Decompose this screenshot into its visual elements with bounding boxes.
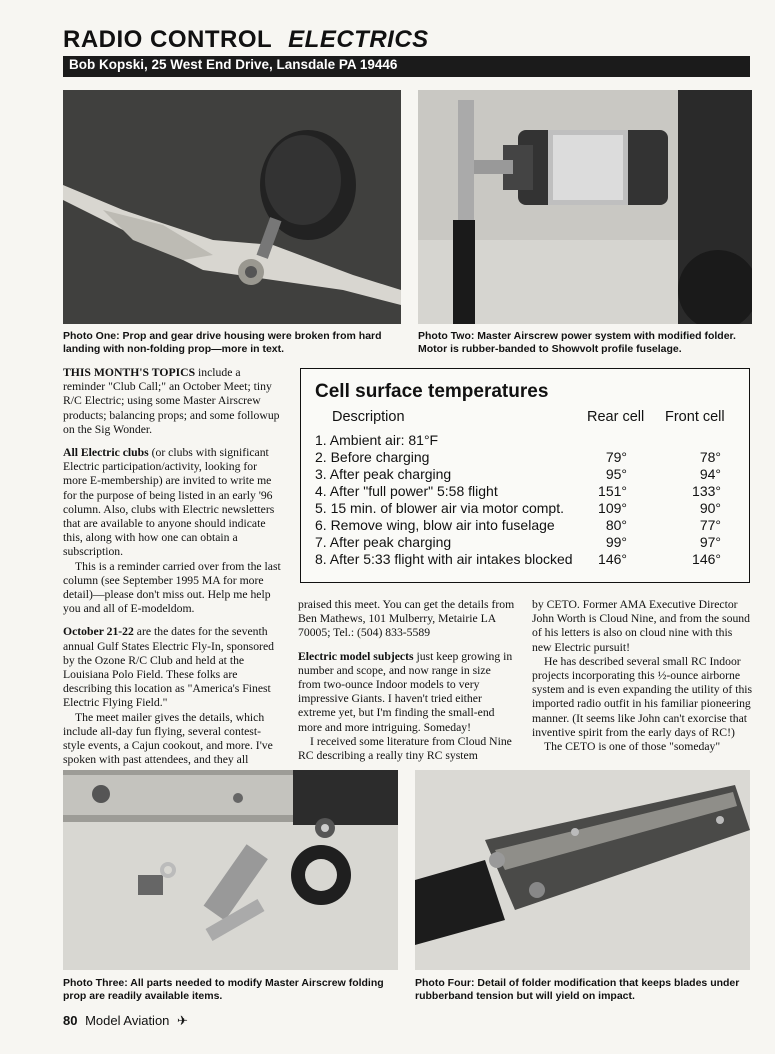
photo-four-caption: Photo Four: Detail of folder modification that keeps blades under rubberband tension but will yield on impact.: [415, 977, 740, 1002]
byline-bar: [63, 56, 750, 77]
photo-three-caption: Photo Three: All parts needed to modify Master Airscrew folding prop are readily available items.: [63, 977, 384, 1002]
paragraph: praised this meet. You can get the details from Ben Mathews, 101 Mulberry, Metairie LA 70005; Tel.: (504) 833-5589: [298, 598, 515, 640]
byline: Bob Kopski, 25 West End Drive, Lansdale PA 19446: [69, 57, 398, 72]
temperature-table: [300, 368, 750, 583]
paragraph: The meet mailer gives the details, which include all-day fun flying, several contest-style events, a Cajun cookout, and more. I've spoken with past attendees, and they all: [63, 710, 273, 767]
paragraph: I received some literature from Cloud Nine RC describing a really tiny RC system: [298, 734, 512, 763]
table-row: 5. 15 min. of blower air via motor compt. 109° 90°: [315, 500, 721, 516]
photo-four: [415, 770, 750, 970]
table-row: 7. After peak charging 99° 97°: [315, 534, 721, 550]
paragraph: THIS MONTH'S TOPICS include a reminder "Club Call;" an October Meet; tiny R/C Electric; using some Master Airscrew products; balancing props; and some followup on the Sig Wonder.: [63, 366, 280, 436]
col-rear-cell: Rear cell: [587, 409, 645, 425]
page-number: 80: [63, 1013, 78, 1028]
photo-three: [63, 770, 398, 970]
page-footer: [63, 1013, 188, 1029]
table-row: 6. Remove wing, blow air into fuselage 80° 77°: [315, 517, 721, 533]
paragraph: All Electric clubs (or clubs with significant Electric participation/activity, looking for more E-membership) are invited to write me for the purpose of being listed in an early '96 column. Also, clubs with Electric newsletters that are available to anyone should indicate this, along with how one can obtain a subscription.: [63, 446, 275, 559]
paragraph: He has described several small RC Indoor projects incorporating this ½-ounce airborne system and is even expanding the utility of this imported radio outfit in his familiar pioneering manner. (It seems like John can't exorcise that inventive spirit from the early days of RC!): [532, 654, 753, 739]
paragraph: October 21-22 are the dates for the seventh annual Gulf States Electric Fly-In, sponsored by the Ozone R/C Club and held at the Louisiana Polo Field. These folks are describing this location as "America's Finest Electric Flying Field.": [63, 625, 274, 710]
table-row: 3. After peak charging 95° 94°: [315, 466, 721, 482]
column-two: [298, 598, 516, 763]
paragraph: The CETO is one of those "someday": [544, 740, 721, 754]
airplane-icon: ✈: [177, 1013, 188, 1028]
table-row: 2. Before charging 79° 78°: [315, 449, 721, 465]
title-main: RADIO CONTROL: [63, 26, 273, 53]
paragraph: Electric model subjects just keep growing in number and scope, and now range in size from two-ounce Indoor models to very impressive Giants. I haven't tried either extreme yet, but I'm finding the small-end more and more intriguing. Someday!: [298, 649, 513, 734]
photo-two: [418, 90, 752, 324]
title-italic: ELECTRICS: [288, 26, 429, 53]
column-three: [532, 598, 754, 754]
column-title: [63, 26, 429, 54]
table-row: 4. After "full power" 5:58 flight 151° 133°: [315, 483, 721, 499]
column-one: [63, 366, 283, 767]
col-front-cell: Front cell: [665, 409, 725, 425]
magazine-name: Model Aviation: [85, 1013, 170, 1028]
table-row: 1. Ambient air: 81°F: [315, 432, 439, 448]
photo-one: [63, 90, 401, 324]
table-row: 8. After 5:33 flight with air intakes blocked 146° 146°: [315, 551, 721, 567]
paragraph: This is a reminder carried over from the last column (see September 1995 MA for more detail)—please don't miss out. Help me help you and all of E-modeldom.: [63, 559, 281, 616]
col-description: Description: [332, 409, 405, 425]
table-title: Cell surface temperatures: [315, 381, 549, 402]
photo-two-caption: Photo Two: Master Airscrew power system with modified folder. Motor is rubber-banded to Showvolt profile fuselage.: [418, 330, 736, 355]
paragraph: by CETO. Former AMA Executive Director John Worth is Cloud Nine, and from the sound of his letters is also on cloud nine with this new Electric pursuit!: [532, 598, 750, 654]
photo-one-caption: Photo One: Prop and gear drive housing were broken from hard landing with non-folding prop—more in text.: [63, 330, 382, 355]
